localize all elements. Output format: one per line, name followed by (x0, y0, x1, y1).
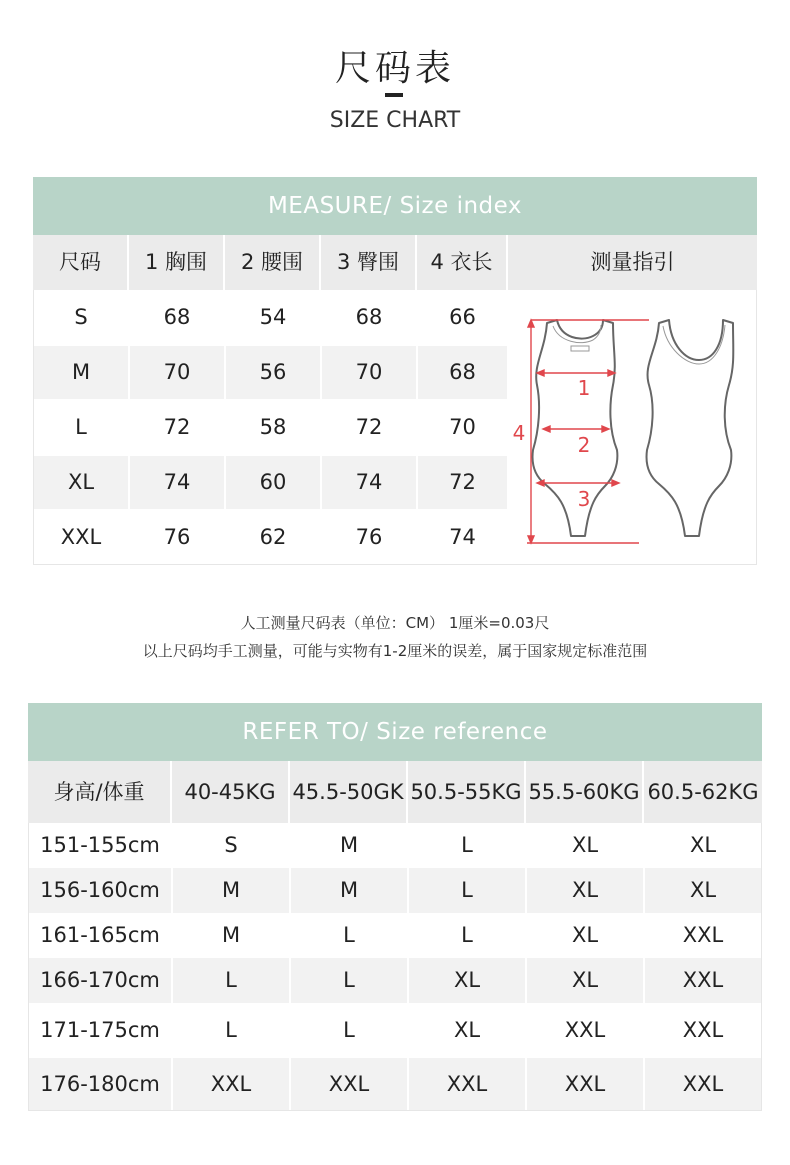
cell-size: XL (527, 958, 643, 1003)
cell-size: XXL (291, 1058, 407, 1110)
measure-table (33, 177, 757, 565)
header-hip: 3 臀围 (321, 235, 415, 290)
cell-size: M (173, 868, 289, 913)
cell-size: M (34, 346, 128, 399)
header-length: 4 衣长 (417, 235, 506, 290)
cell-length: 72 (418, 456, 507, 509)
cell-height: 176-180cm (29, 1058, 171, 1110)
header-height-weight: 身高/体重 (28, 761, 170, 823)
table-row (34, 511, 509, 566)
header-weight-range: 50.5-55KG (408, 761, 524, 823)
cell-size: XL (689, 833, 717, 857)
measure-table-banner: MEASURE/ Size index (33, 177, 757, 235)
cell-size: XL (571, 833, 599, 857)
cell-hip: 72 (355, 415, 383, 439)
reference-table-header (28, 761, 762, 823)
cell-waist: 54 (259, 305, 287, 329)
header-guide: 测量指引 (508, 235, 757, 290)
cell-hip: 70 (322, 346, 416, 399)
table-row (34, 291, 509, 346)
table-row (29, 868, 761, 913)
table-row (29, 958, 761, 1003)
cell-size: L (461, 833, 473, 857)
cell-size: M (221, 923, 241, 947)
cell-size: XL (527, 868, 643, 913)
cell-waist: 56 (226, 346, 320, 399)
cell-size: L (75, 415, 87, 439)
header-weight-range: 55.5-60KG (526, 761, 642, 823)
cell-size: L (461, 923, 473, 947)
page-title: 尺码表 (334, 48, 455, 89)
cell-size: XXL (409, 1058, 525, 1110)
page-subtitle: SIZE CHART (329, 108, 461, 133)
reference-table-body (28, 823, 762, 1111)
cell-bust: 70 (130, 346, 224, 399)
cell-size: S (224, 833, 238, 857)
table-row (34, 456, 509, 511)
guide-label-hip: 3 (577, 487, 591, 511)
guide-label-bust: 1 (577, 376, 591, 400)
cell-size: M (339, 833, 359, 857)
table-row (29, 1058, 761, 1110)
cell-size: XXL (645, 958, 761, 1003)
cell-size: XXL (564, 1018, 606, 1042)
cell-size: L (173, 958, 289, 1003)
cell-size: XXL (645, 1058, 761, 1110)
guide-label-waist: 2 (577, 433, 591, 457)
cell-size: L (343, 1018, 355, 1042)
cell-size: M (291, 868, 407, 913)
cell-hip: 74 (322, 456, 416, 509)
header-weight-range: 60.5-62KG (644, 761, 762, 823)
cell-size: XXL (60, 525, 102, 549)
cell-size: XXL (527, 1058, 643, 1110)
cell-size: XXL (682, 923, 724, 947)
cell-height: 171-175cm (40, 1018, 160, 1042)
cell-size: XL (571, 923, 599, 947)
measure-table-header (33, 235, 757, 290)
header-bust: 1 胸围 (129, 235, 223, 290)
cell-height: 166-170cm (29, 958, 171, 1003)
cell-height: 156-160cm (29, 868, 171, 913)
header-size: 尺码 (33, 235, 127, 290)
cell-bust: 68 (163, 305, 191, 329)
header-weight-range: 45.5-50GK (290, 761, 406, 823)
header-weight-range: 40-45KG (172, 761, 288, 823)
cell-size: XL (453, 1018, 481, 1042)
cell-size: S (74, 305, 88, 329)
measurement-guide-illustration (509, 290, 758, 565)
cell-waist: 62 (259, 525, 287, 549)
measure-table-body (33, 290, 757, 565)
cell-hip: 68 (355, 305, 383, 329)
header-waist: 2 腰围 (225, 235, 319, 290)
reference-table-banner: REFER TO/ Size reference (28, 703, 762, 761)
cell-bust: 76 (163, 525, 191, 549)
table-row (29, 823, 761, 868)
cell-bust: 74 (130, 456, 224, 509)
cell-length: 68 (418, 346, 507, 399)
cell-waist: 60 (226, 456, 320, 509)
cell-height: 161-165cm (40, 923, 160, 947)
cell-size: XXL (682, 1018, 724, 1042)
cell-size: XL (34, 456, 128, 509)
cell-size: L (291, 958, 407, 1003)
cell-bust: 72 (163, 415, 191, 439)
cell-height: 151-155cm (40, 833, 160, 857)
title-divider (385, 93, 403, 97)
cell-size: L (225, 1018, 237, 1042)
cell-length: 66 (449, 305, 476, 329)
note-disclaimer: 以上尺码均手工测量，可能与实物有1-2厘米的误差，属于国家规定标准范围 (142, 642, 648, 660)
note-unit: 人工测量尺码表（单位：CM） 1厘米=0.03尺 (240, 614, 550, 632)
table-row (29, 1003, 761, 1058)
table-row (34, 346, 509, 401)
cell-length: 70 (449, 415, 476, 439)
cell-waist: 58 (259, 415, 287, 439)
cell-size: XL (645, 868, 761, 913)
cell-size: XXL (173, 1058, 289, 1110)
reference-table (28, 703, 762, 1111)
table-row (34, 401, 509, 456)
cell-hip: 76 (355, 525, 383, 549)
guide-label-length: 4 (512, 421, 526, 445)
cell-length: 74 (449, 525, 476, 549)
cell-size: L (343, 923, 355, 947)
cell-size: XL (409, 958, 525, 1003)
table-row (29, 913, 761, 958)
cell-size: L (409, 868, 525, 913)
